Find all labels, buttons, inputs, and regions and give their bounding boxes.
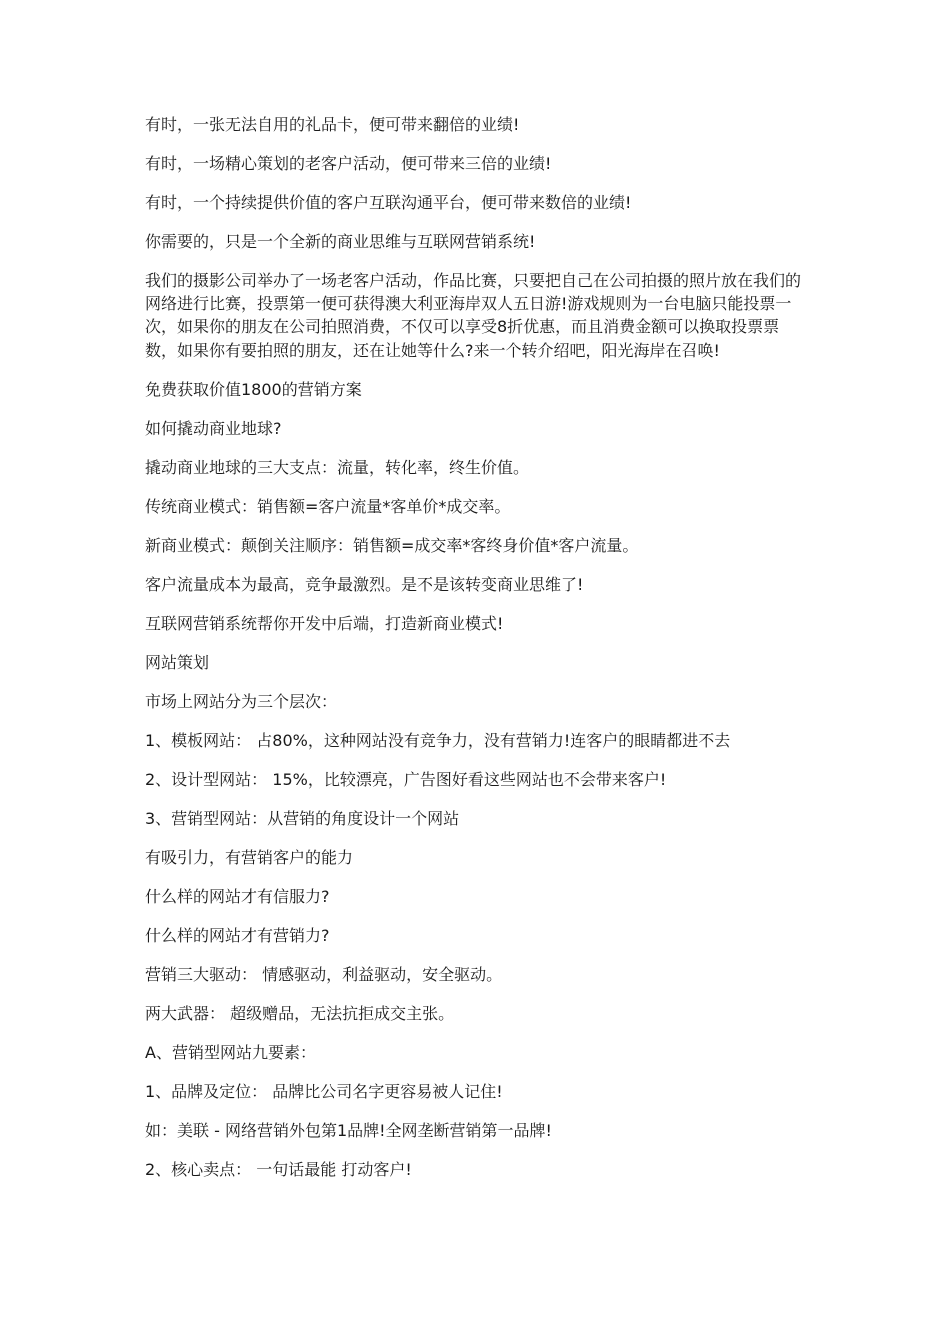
paragraph-interaction-platform: 有时，一个持续提供价值的客户互联沟通平台，便可带来数倍的业绩!	[145, 193, 632, 212]
paragraph-photo-contest: 我们的摄影公司举办了一场老客户活动，作品比赛，只要把自己在公司拍摄的照片放在我们的网络进行比赛，投票第一便可获得澳大利亚海岸双人五日游!游戏规则为一台电脑只能投票一次，如果你的朋友在公司拍照消费，不仅可以享受8折优惠，而且消费金额可以换取投票票数，如果你有要拍照的朋友，还在让她等什么?来一个转介绍吧，阳光海岸在召唤!	[145, 271, 802, 360]
paragraph-two-weapons: 两大武器： 超级赠品，无法抗拒成交主张。	[145, 1003, 455, 1023]
paragraph-free-plan: 免费获取价值1800的营销方案	[145, 379, 362, 399]
paragraph-three-pivots: 撬动商业地球的三大支点：流量，转化率，终生价值。	[145, 457, 530, 477]
document-body	[145, 113, 805, 1197]
paragraph-credibility-question: 什么样的网站才有信服力?	[145, 886, 330, 906]
paragraph-old-customer-event: 有时，一场精心策划的老客户活动，便可带来三倍的业绩!	[145, 154, 552, 173]
paragraph-gift-card: 有时，一张无法自用的礼品卡，便可带来翻倍的业绩!	[145, 115, 520, 134]
paragraph-design-site: 2、设计型网站： 15%，比较漂亮，广告图好看这些网站也不会带来客户!	[145, 769, 667, 789]
paragraph-traditional-model: 传统商业模式：销售额=客户流量*客单价*成交率。	[145, 496, 511, 516]
paragraph-marketing-system: 互联网营销系统帮你开发中后端，打造新商业模式!	[145, 613, 504, 633]
paragraph-brand-positioning: 1、品牌及定位： 品牌比公司名字更容易被人记住!	[145, 1081, 503, 1101]
paragraph-three-levels: 市场上网站分为三个层次：	[145, 691, 338, 711]
paragraph-new-thinking: 你需要的，只是一个全新的商业思维与互联网营销系统!	[145, 232, 536, 251]
paragraph-marketing-site: 3、营销型网站：从营销的角度设计一个网站	[145, 808, 460, 828]
paragraph-three-drivers: 营销三大驱动： 情感驱动，利益驱动，安全驱动。	[145, 964, 503, 984]
paragraph-traffic-cost: 客户流量成本为最高，竞争最激烈。是不是该转变商业思维了!	[145, 574, 584, 594]
paragraph-new-model: 新商业模式：颠倒关注顺序：销售额=成交率*客终身价值*客户流量。	[145, 535, 639, 555]
paragraph-nine-elements: A、营销型网站九要素：	[145, 1042, 316, 1062]
paragraph-site-planning: 网站策划	[145, 652, 210, 672]
paragraph-marketing-question: 什么样的网站才有营销力?	[145, 925, 330, 945]
paragraph-template-site: 1、模板网站： 占80%，这种网站没有竞争力，没有营销力!连客户的眼睛都进不去	[145, 730, 731, 750]
paragraph-question-lever: 如何撬动商业地球?	[145, 418, 282, 438]
paragraph-core-selling-point: 2、核心卖点： 一句话最能 打动客户!	[145, 1159, 412, 1179]
paragraph-attraction: 有吸引力，有营销客户的能力	[145, 847, 354, 867]
paragraph-brand-example: 如：美联 - 网络营销外包第1品牌!全网垄断营销第一品牌!	[145, 1120, 552, 1140]
